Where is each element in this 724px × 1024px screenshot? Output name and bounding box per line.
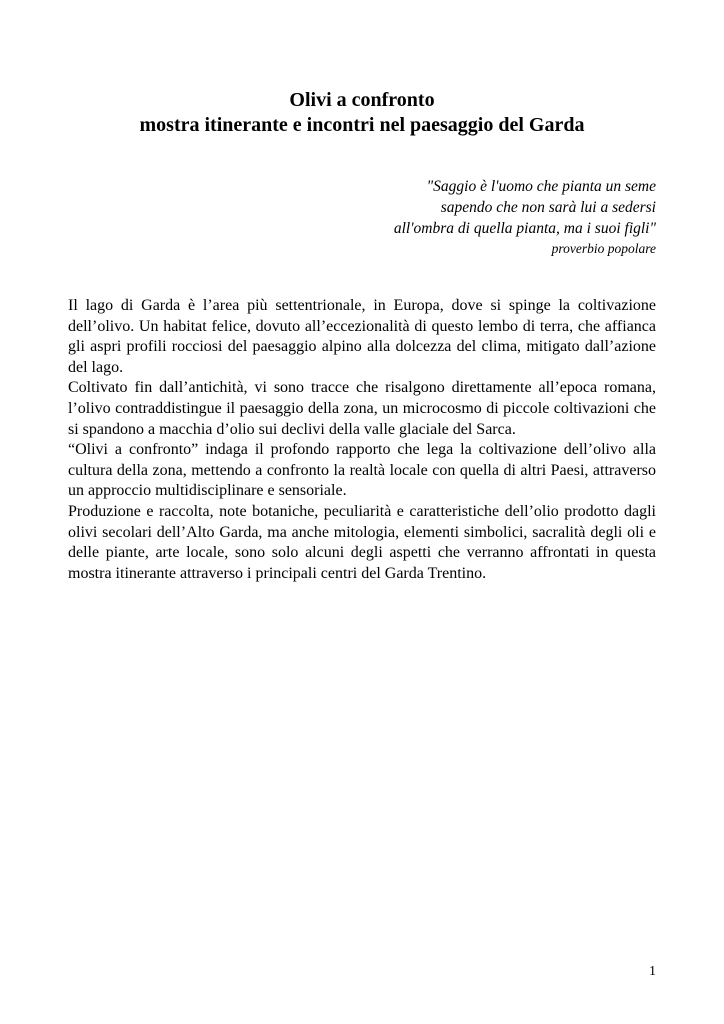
paragraph: “Olivi a confronto” indaga il profondo rapporto che lega la coltivazione dell’olivo alla cultura della zona, mettendo a confronto la realtà locale con quella di altri Paesi, attraverso un approccio multidisciplinare e sensoriale. <box>68 441 656 500</box>
document-subtitle: mostra itinerante e incontri nel paesaggio del Garda <box>139 114 585 136</box>
epigraph-quote <box>394 176 656 258</box>
title-block <box>0 88 724 138</box>
paragraph: Il lago di Garda è l’area più settentrionale, in Europa, dove si spinge la coltivazione dell’olivo. Un habitat felice, dovuto all’eccezionalità di questo lembo di terra, che affianca gli aspri profili rocciosi del paesaggio alpino alla dolcezza del clima, mitigato dall’azione del lago. <box>68 297 656 376</box>
page-number: 1 <box>649 964 656 979</box>
paragraph: Produzione e raccolta, note botaniche, peculiarità e caratteristiche dell’olio prodotto dagli olivi secolari dell’Alto Garda, ma anche mitologia, elementi simbolici, sacralità degli oli e delle piante, arte locale, sono solo alcuni degli aspetti che verranno affrontati in questa mostra itinerante attraverso i principali centri del Garda Trentino. <box>68 502 656 582</box>
body-text <box>68 296 656 584</box>
epigraph-line: "Saggio è l'uomo che pianta un seme <box>426 178 656 195</box>
epigraph-line: all'ombra di quella pianta, ma i suoi figli" <box>393 220 656 237</box>
epigraph-line: sapendo che non sarà lui a sedersi <box>440 199 656 216</box>
paragraph: Coltivato fin dall’antichità, vi sono tracce che risalgono direttamente all’epoca romana, l’olivo contraddistingue il paesaggio della zona, un microcosmo di piccole coltivazioni che si spandono a macchia d’olio sui declivi della valle glaciale del Sarca. <box>68 379 656 438</box>
document-title: Olivi a confronto <box>289 89 435 111</box>
epigraph-source: proverbio popolare <box>551 241 656 256</box>
